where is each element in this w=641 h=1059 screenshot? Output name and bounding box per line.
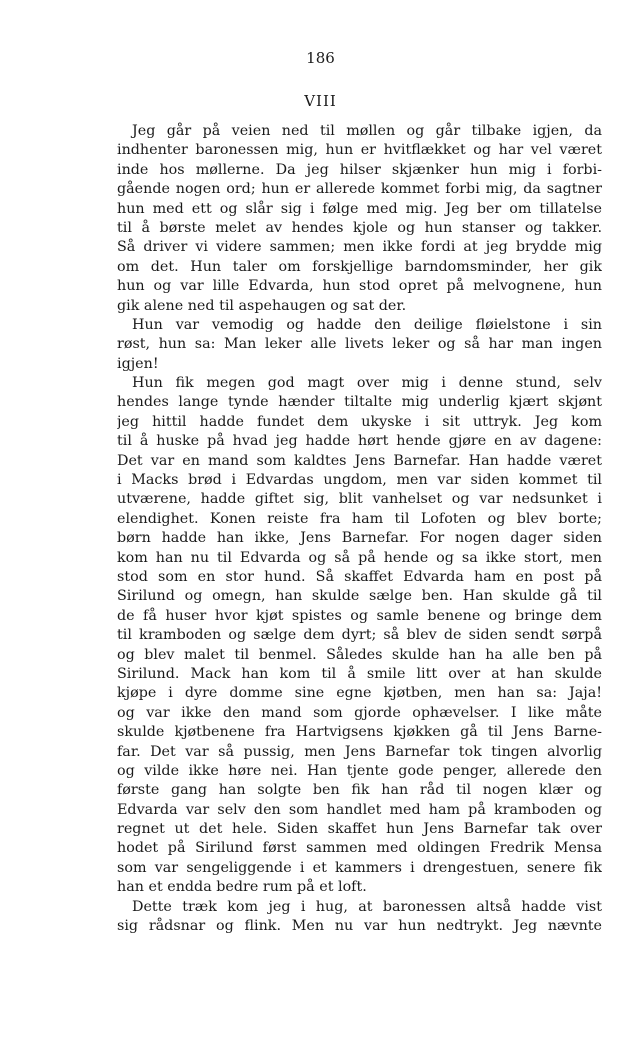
text-line: gående nogen ord; hun er allerede kommet forbi mig, da sagtner xyxy=(117,181,602,198)
text-line: Det var en mand som kaldtes Jens Barnefar. Han hadde været xyxy=(117,452,602,469)
text-line: første gang han solgte ben fik han råd til nogen klær og xyxy=(117,782,602,799)
text-line: de få huser hvor kjøt spistes og samle benene og bringe dem xyxy=(117,607,602,624)
text-line: til å huske på hvad jeg hadde hørt hende gjøre en av dagene: xyxy=(117,433,602,450)
text-line: hun og var lille Edvarda, hun stod opret på melvognene, hun xyxy=(117,278,602,295)
text-line: igjen! xyxy=(117,355,159,372)
text-line: inde hos møllerne. Da jeg hilser skjænker hun mig i forbi- xyxy=(117,161,602,178)
text-line: indhenter baronessen mig, hun er hvitflækket og har vel været xyxy=(117,142,602,159)
text-line: utværene, hadde giftet sig, blit vanhelset og var nedsunket i xyxy=(117,491,602,508)
text-line: hendes lange tynde hænder tiltalte mig underlig kjært skjønt xyxy=(117,394,602,411)
text-line: jeg hittil hadde fundet dem ukyske i sit uttryk. Jeg kom xyxy=(117,413,602,430)
text-line: skulde kjøtbenene fra Hartvigsens kjøkken gå til Jens Barne- xyxy=(117,724,602,741)
text-line: til kramboden og sælge dem dyrt; så blev de siden sendt sørpå xyxy=(117,627,602,644)
page-number: 186 xyxy=(306,49,335,67)
text-line: han et endda bedre rum på et loft. xyxy=(117,879,367,896)
text-line: Dette træk kom jeg i hug, at baronessen altså hadde vist xyxy=(132,898,602,915)
text-line: hodet på Sirilund først sammen med oldingen Fredrik Mensa xyxy=(117,840,602,857)
text-line: børn hadde han ikke, Jens Barnefar. For nogen dager siden xyxy=(117,530,602,547)
text-line: til å børste melet av hendes kjole og hun stanser og takker. xyxy=(117,219,602,236)
chapter-heading: VIII xyxy=(304,92,337,110)
text-line: om det. Hun taler om forskjellige barndomsminder, her gik xyxy=(117,258,602,275)
body-text xyxy=(117,122,602,936)
text-line: regnet ut det hele. Siden skaffet hun Jens Barnefar tak over xyxy=(117,821,602,838)
text-line: i Macks brød i Edvardas ungdom, men var siden kommet til xyxy=(117,472,602,489)
text-line: kom han nu til Edvarda og så på hende og sa ikke stort, men xyxy=(117,549,602,566)
text-line: røst, hun sa: Man leker alle livets leker og så har man ingen xyxy=(117,336,602,353)
text-line: kjøpe i dyre domme sine egne kjøtben, men han sa: Jaja! xyxy=(117,685,602,702)
text-line: Hun var vemodig og hadde den deilige fløielstone i sin xyxy=(132,316,602,333)
text-line: som var sengeliggende i et kammers i drengestuen, senere fik xyxy=(117,859,602,876)
text-line: hun med ett og slår sig i følge med mig. Jeg ber om tillatelse xyxy=(117,200,602,217)
text-line: Jeg går på veien ned til møllen og går tilbake igjen, da xyxy=(132,123,602,139)
text-line: far. Det var så pussig, men Jens Barnefar tok tingen alvorlig xyxy=(117,743,602,760)
text-line: sig rådsnar og flink. Men nu var hun nedtrykt. Jeg nævnte xyxy=(117,918,602,935)
text-line: Edvarda var selv den som handlet med ham på kramboden og xyxy=(117,801,602,818)
text-line: gik alene ned til aspehaugen og sat der. xyxy=(117,297,407,314)
text-line: stod som en stor hund. Så skaffet Edvarda ham en post på xyxy=(117,568,602,585)
text-line: og blev malet til benmel. Således skulde han ha alle ben på xyxy=(117,646,602,663)
text-line: Sirilund. Mack han kom til å smile litt over at han skulde xyxy=(117,665,602,682)
text-line: og var ikke den mand som gjorde ophævelser. I like måte xyxy=(117,704,602,721)
text-line: Sirilund og omegn, han skulde sælge ben. Han skulde gå til xyxy=(117,588,602,605)
text-line: elendighet. Konen reiste fra ham til Lofoten og blev borte; xyxy=(117,510,602,527)
text-line: Hun fik megen god magt over mig i denne stund, selv xyxy=(132,375,602,392)
text-line: Så driver vi videre sammen; men ikke fordi at jeg brydde mig xyxy=(117,239,602,256)
text-line: og vilde ikke høre nei. Han tjente gode penger, allerede den xyxy=(117,762,602,779)
